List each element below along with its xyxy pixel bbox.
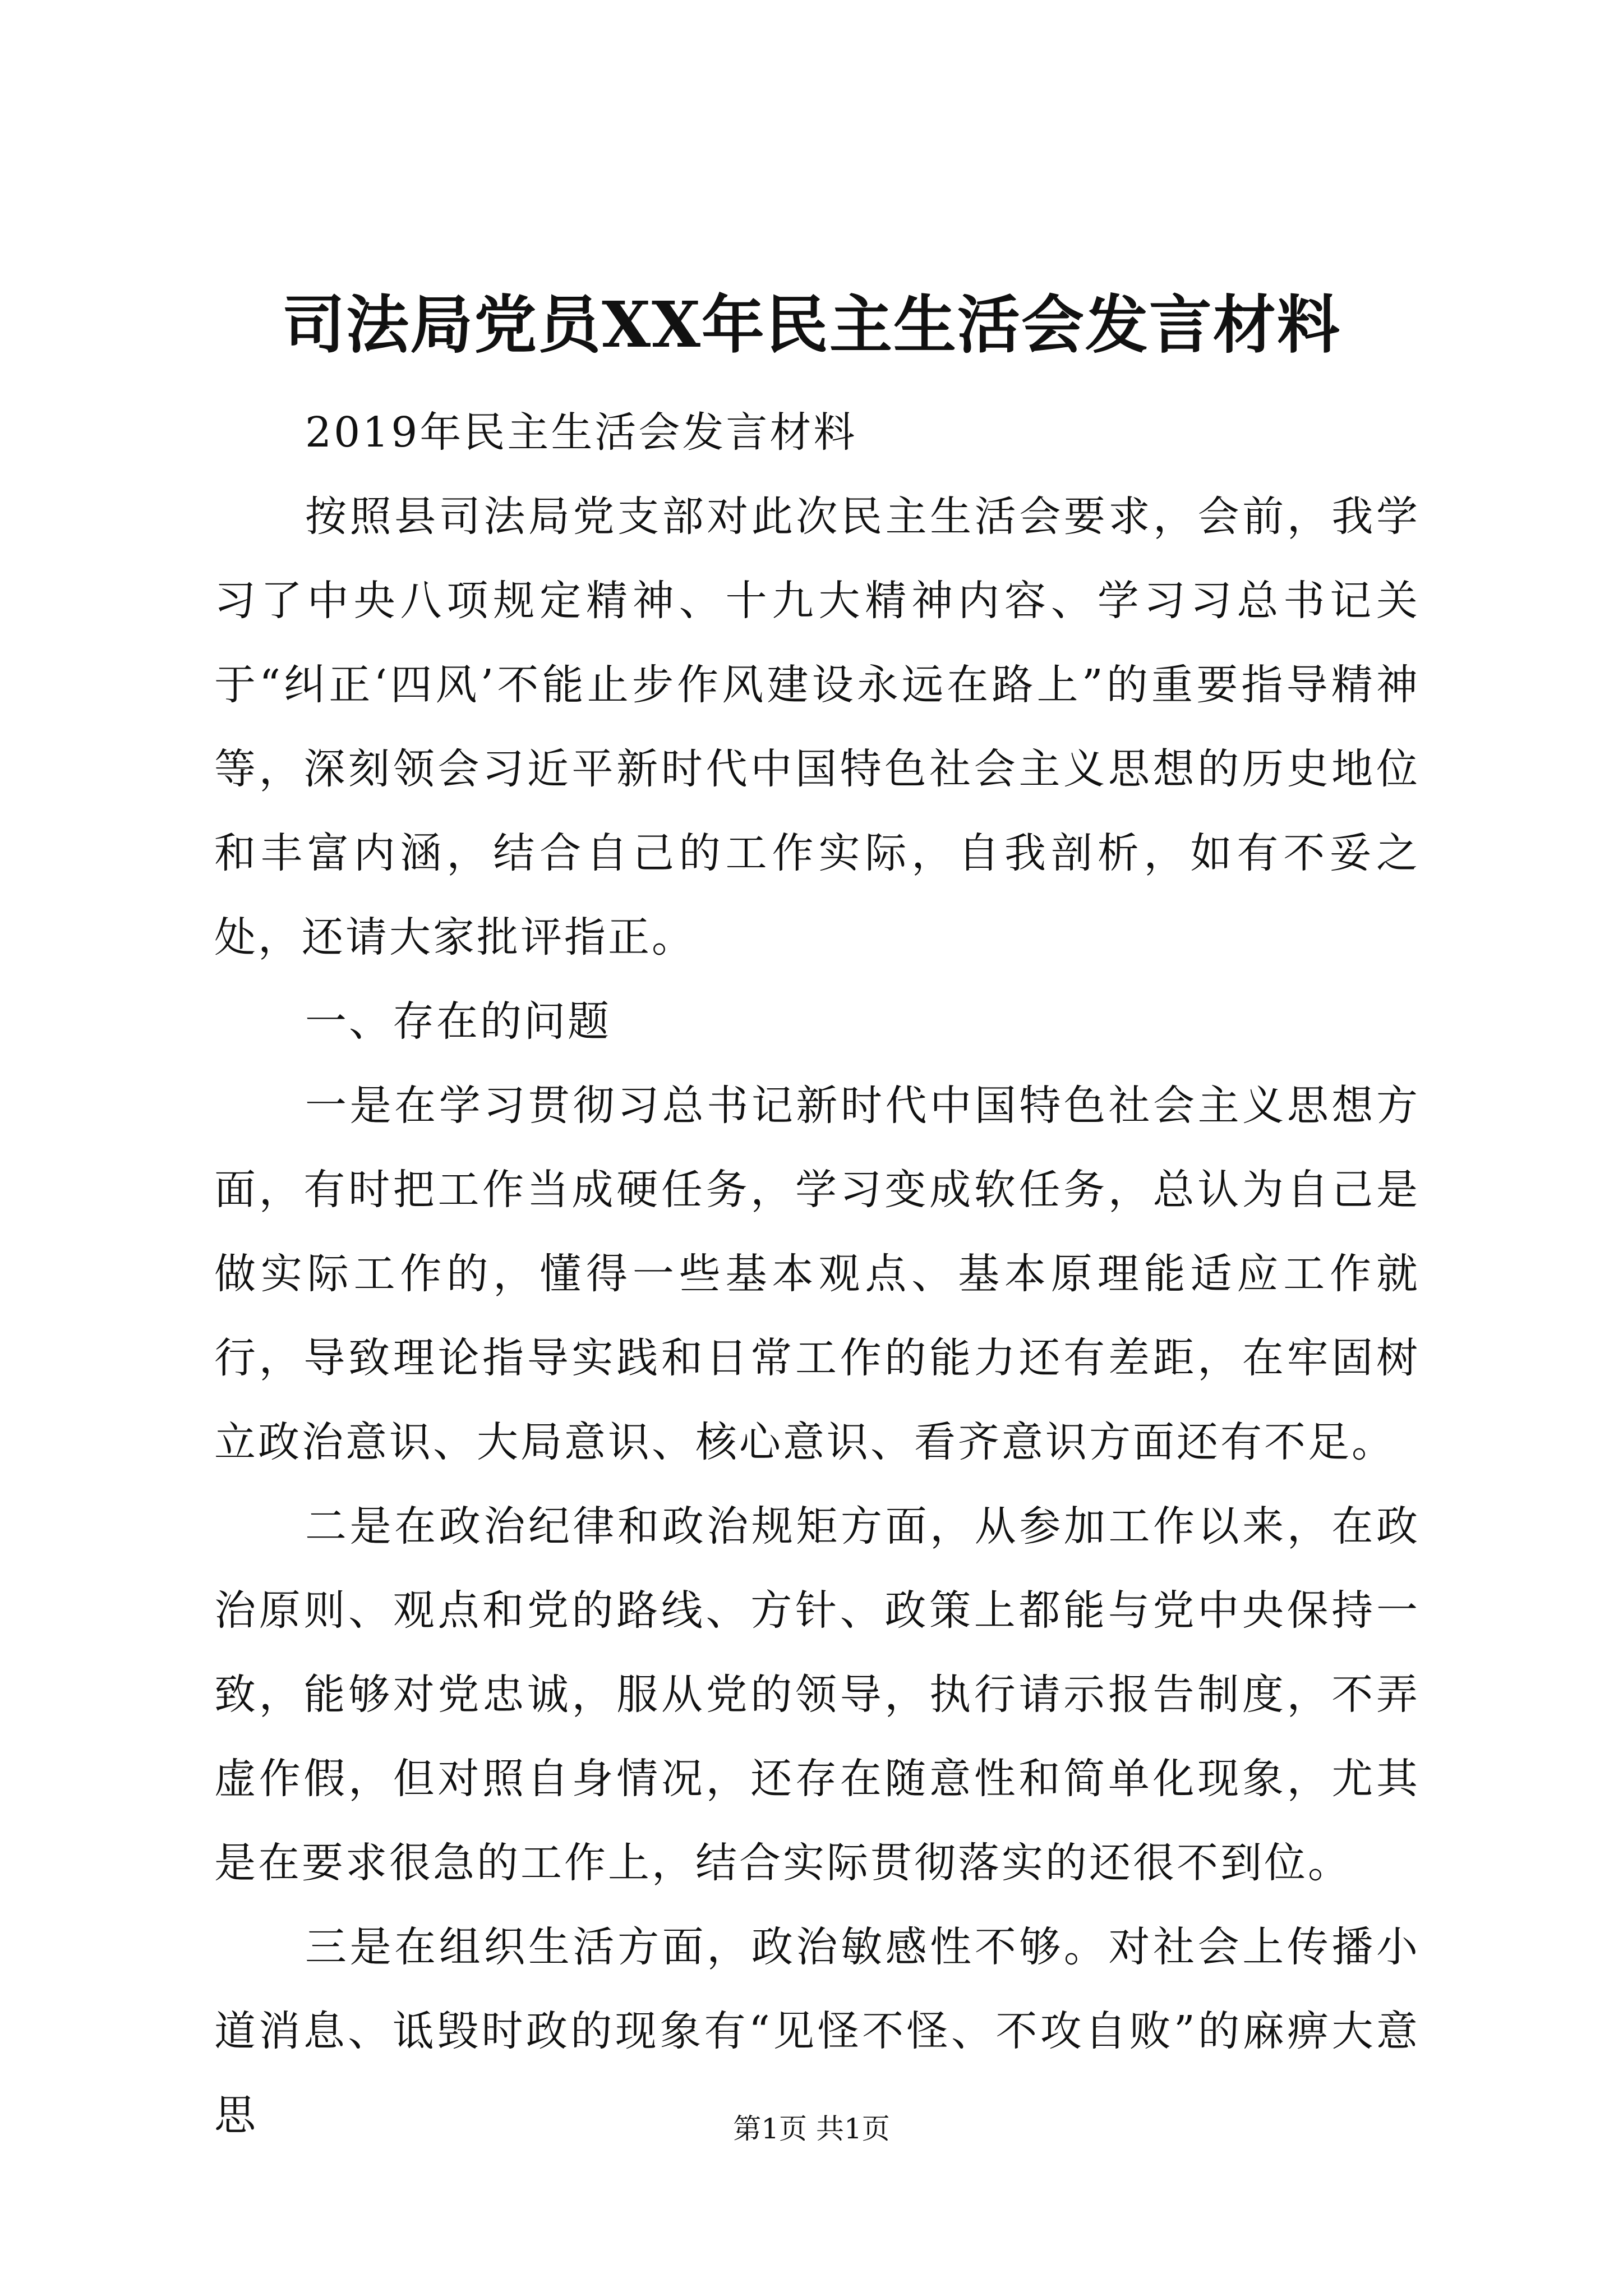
page-footer: 第1页 共1页 bbox=[733, 2113, 890, 2145]
paragraph-problem-3: 三是在组织生活方面，政治敏感性不够。对社会上传播小道消息、诋毁时政的现象有“见怪不怪、不攻自败”的麻痹大意思 bbox=[214, 1923, 1420, 2139]
section-heading-problems: 一、存在的问题 bbox=[305, 997, 611, 1046]
paragraph-problem-2: 二是在政治纪律和政治规矩方面，从参加工作以来，在政治原则、观点和党的路线、方针、政策上都能与党中央保持一致，能够对党忠诚，服从党的领导，执行请示报告制度，不弄虚作假，但对照自身情况，还存在随意性和简单化现象，尤其是在要求很急的工作上，结合实际贯彻落实的还很不到位。 bbox=[214, 1502, 1420, 1887]
document-body bbox=[214, 390, 1420, 2157]
paragraph-problem-1: 一是在学习贯彻习总书记新时代中国特色社会主义思想方面，有时把工作当成硬任务，学习变成软任务，总认为自己是做实际工作的，懂得一些基本观点、基本原理能适应工作就行，导致理论指导实践和日常工作的能力还有差距，在牢固树立政治意识、大局意识、核心意识、看齐意识方面还有不足。 bbox=[214, 1082, 1420, 1466]
paragraph-intro: 按照县司法局党支部对此次民主生活会要求，会前，我学习了中央八项规定精神、十九大精神内容、学习习总书记关于“纠正‘四风’不能止步作风建设永远在路上”的重要指导精神等，深刻领会习近平新时代中国特色社会主义思想的历史地位和丰富内涵，结合自己的工作实际，自我剖析，如有不妥之处，还请大家批评指正。 bbox=[214, 493, 1420, 961]
paragraph-subtitle: 2019年民主生活会发言材料 bbox=[305, 408, 857, 457]
document-title: 司法局党员XX年民主生活会发言材料 bbox=[282, 288, 1341, 362]
